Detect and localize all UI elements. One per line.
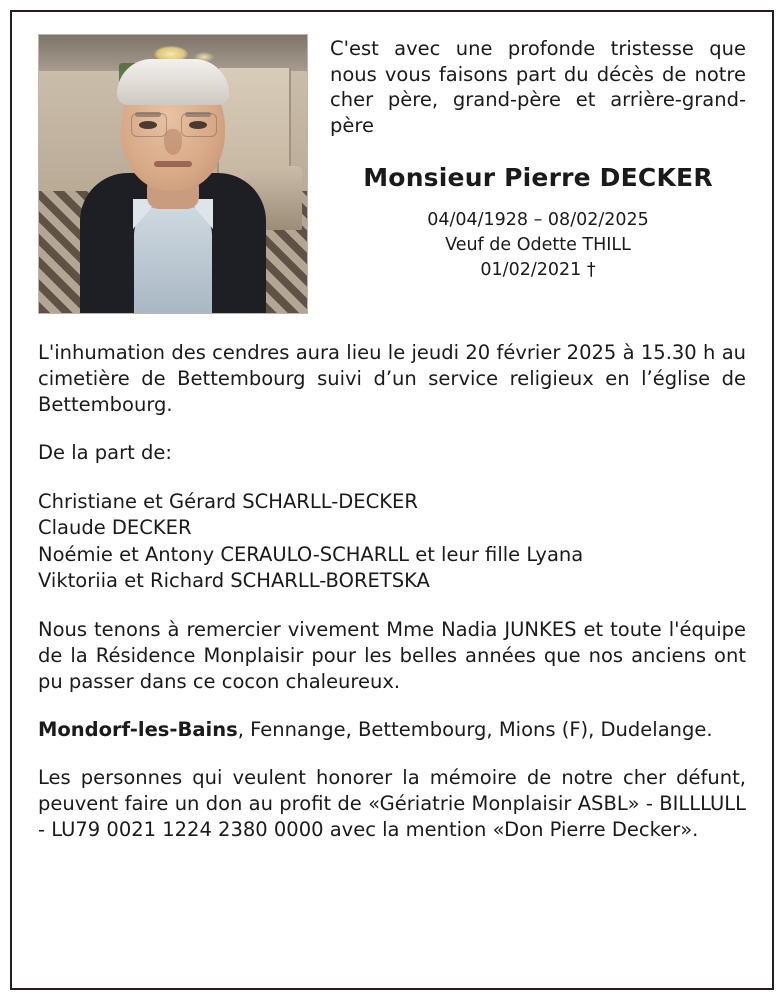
header-section (38, 34, 746, 314)
list-item: Christiane et Gérard SCHARLL-DECKER (38, 489, 418, 513)
family-list (38, 489, 746, 595)
funeral-details: L'inhumation des cendres aura lieu le jeudi 20 février 2025 à 15.30 h au cimetière de Bettembourg suivi d’un service religieux en l’église de Bettembourg. (38, 341, 746, 417)
intro-text: C'est avec une profonde tristesse que nous vous faisons part du décès de notre cher père, grand-père et arrière-grand-père (330, 37, 746, 138)
spouse-line: Veuf de Odette THILL (445, 234, 631, 255)
list-item: Viktoriia et Richard SCHARLL-BORETSKA (38, 569, 430, 593)
portrait-photo (38, 34, 308, 314)
from-label: De la part de: (38, 441, 172, 465)
notice-frame (10, 10, 774, 990)
places-primary: Mondorf-les-Bains (38, 717, 238, 741)
spouse-date: 01/02/2021 † (480, 259, 596, 280)
thanks-text: Nous tenons à remercier vivement Mme Nadia JUNKES et toute l'équipe de la Résidence Monplaisir pour les belles années que nos anciens ont pu passer dans ce cocon chaleureux. (38, 617, 746, 693)
places-secondary: , Fennange, Bettembourg, Mions (F), Dudelange. (237, 717, 713, 741)
list-item: Noémie et Antony CERAULO-SCHARLL et leur fille Lyana (38, 542, 584, 566)
donation-text: Les personnes qui veulent honorer la mémoire de notre cher défunt, peuvent faire un don au profit de «Gériatrie Monplaisir ASBL» - BILLLULL - LU79 0021 1224 2380 0000 avec la mention «Don Pierre Decker». (38, 766, 746, 842)
places-line (38, 717, 746, 743)
header-text (308, 34, 746, 282)
body-section (38, 340, 746, 843)
life-dates: 04/04/1928 – 08/02/2025 (427, 209, 649, 230)
deceased-name: Monsieur Pierre DECKER (363, 162, 713, 192)
list-item: Claude DECKER (38, 516, 192, 540)
